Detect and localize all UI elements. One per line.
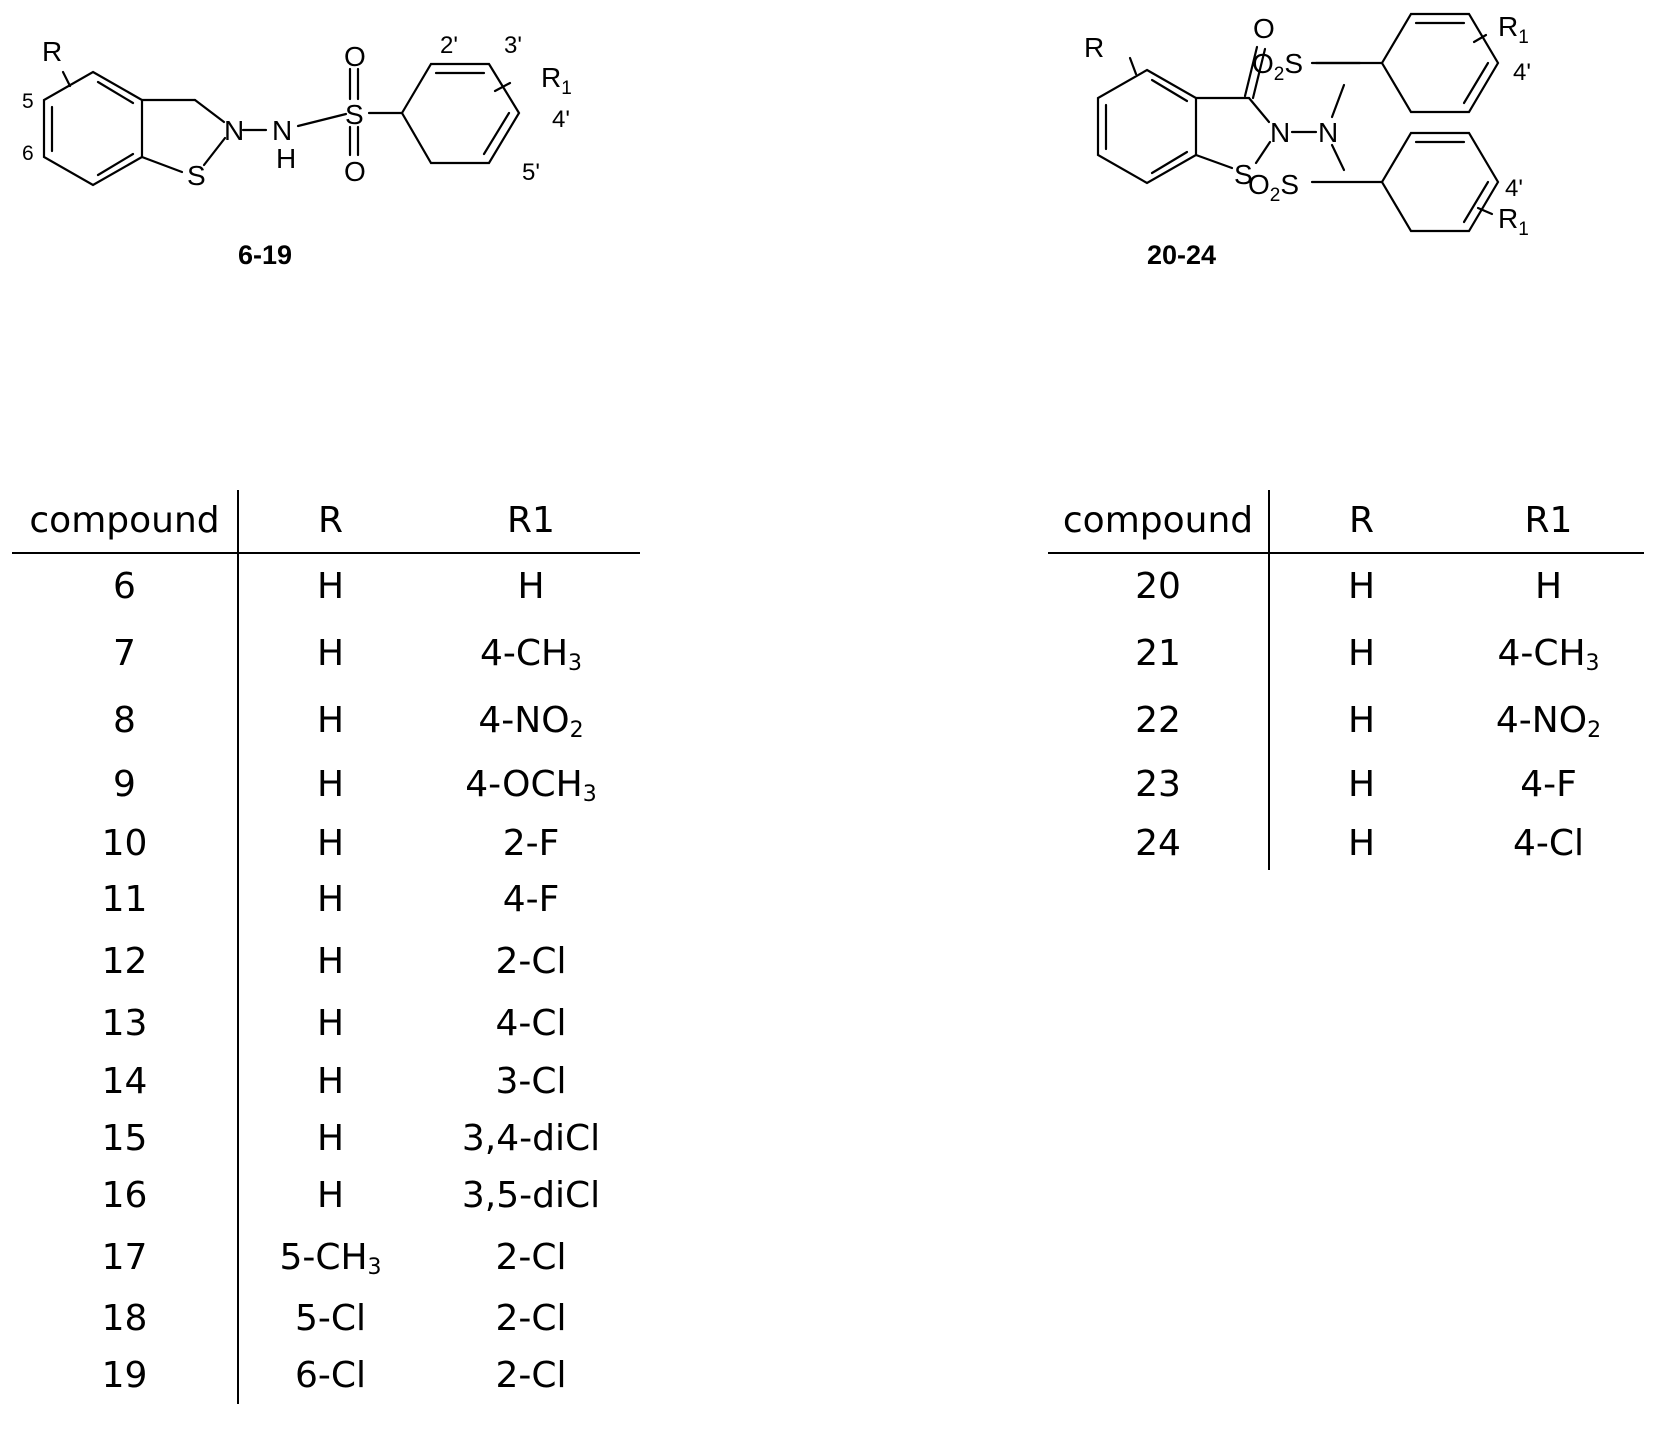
cell-r1 (422, 1110, 640, 1166)
cell-compound-text: 9 (113, 764, 136, 805)
cell-compound-text: 17 (101, 1236, 148, 1278)
cell-compound-text: 6 (113, 566, 136, 607)
structure-b-o-carbonyl: O (1253, 13, 1275, 44)
cell-r1 (422, 816, 640, 870)
cell-r-text: H (1347, 764, 1376, 805)
cell-compound-text: 10 (101, 822, 148, 864)
header-r: R (238, 490, 422, 553)
cell-r1-text: 3-Cl (495, 1060, 567, 1102)
cell-r1 (1453, 753, 1644, 816)
cell-r-text: H (316, 1117, 345, 1159)
cell-r-text: H (316, 1002, 345, 1044)
cell-r (238, 816, 422, 870)
cell-r (238, 1110, 422, 1166)
structure-a-r: R (42, 36, 63, 67)
cell-r1-text: 4-NO (1495, 699, 1588, 741)
structure-a-pos2p: 2' (440, 32, 458, 59)
cell-r (1269, 619, 1453, 687)
cell-r (1269, 553, 1453, 619)
cell-r1 (422, 1166, 640, 1224)
structure-b-r1-bottom: $R_1$ (1498, 203, 1529, 240)
substituent-table-left (12, 490, 640, 1404)
table-row (12, 1346, 640, 1404)
cell-compound (12, 1166, 238, 1224)
cell-r1 (422, 870, 640, 928)
cell-compound-text: 24 (1135, 822, 1181, 864)
cell-r1-text: 4-OCH (465, 764, 583, 805)
cell-r1-subscript: 2 (569, 717, 584, 743)
cell-r1-text: 4-CH (479, 632, 569, 674)
cell-r (238, 1166, 422, 1224)
cell-r-text: H (316, 1174, 345, 1216)
cell-compound (12, 753, 238, 816)
cell-compound (1048, 619, 1269, 687)
cell-r1 (422, 1224, 640, 1290)
cell-compound-text: 14 (101, 1060, 148, 1102)
cell-compound (12, 816, 238, 870)
structure-b-label: 20-24 (1147, 240, 1217, 270)
cell-r-text: H (1347, 632, 1376, 674)
cell-compound (12, 1110, 238, 1166)
cell-r1 (422, 994, 640, 1052)
cell-compound (1048, 816, 1269, 870)
structure-a-h: H (276, 143, 297, 174)
cell-compound (12, 619, 238, 687)
structure-a-n1: N (224, 115, 245, 146)
cell-compound (12, 1346, 238, 1404)
header-compound: compound (12, 490, 238, 553)
cell-r1-subscript: 3 (1585, 650, 1600, 676)
cell-r1-text: H (1534, 566, 1563, 607)
cell-compound (12, 1052, 238, 1110)
cell-r (1269, 687, 1453, 753)
structure-b-pos4p-top: 4' (1513, 59, 1531, 86)
structure-b-r1-top: $R_1$ (1498, 11, 1529, 48)
cell-r1-text: H (517, 566, 545, 607)
table-row (12, 816, 640, 870)
structure-b-pos4p-bottom: 4' (1505, 175, 1523, 202)
cell-r1 (422, 1290, 640, 1346)
cell-r1 (1453, 553, 1644, 619)
structure-a-r1: $R_1$ (541, 62, 572, 99)
cell-r (1269, 816, 1453, 870)
cell-r1-subscript: 3 (568, 650, 583, 676)
structure-b-diagram (1060, 0, 1654, 260)
cell-compound-text: 18 (101, 1297, 148, 1339)
table-row (1048, 553, 1644, 619)
cell-r1-text: 4-NO (478, 699, 570, 741)
cell-r1-text: 4-CH (1497, 632, 1586, 674)
cell-r1 (422, 553, 640, 619)
table-row (1048, 753, 1644, 816)
cell-r-text: H (316, 764, 345, 805)
structure-a-pos5p: 5' (522, 159, 540, 186)
cell-r (238, 619, 422, 687)
structure-b-so2-bottom: $O_2S$ (1248, 169, 1300, 206)
structure-a-pos5: 5 (22, 90, 34, 113)
cell-r (238, 928, 422, 994)
cell-r-text: H (1347, 566, 1376, 607)
cell-r1-text: 2-Cl (495, 1354, 567, 1396)
table-row (12, 1224, 640, 1290)
structure-a-s-sulfonyl: S (345, 99, 364, 130)
structure-b-n2: N (1318, 117, 1339, 148)
cell-r1-text: 2-Cl (495, 1236, 567, 1278)
header-r1: R1 (1453, 490, 1644, 553)
table-header-row (12, 490, 640, 553)
cell-r1 (422, 753, 640, 816)
cell-r-text: 5-CH (279, 1236, 368, 1278)
header-r1: R1 (422, 490, 640, 553)
cell-r (238, 687, 422, 753)
cell-r-text: 6-Cl (294, 1354, 367, 1396)
cell-r (238, 1346, 422, 1404)
table-row (1048, 687, 1644, 753)
structure-b-n1: N (1270, 117, 1291, 148)
cell-compound (1048, 553, 1269, 619)
cell-r1-text: 4-F (502, 878, 560, 920)
cell-compound (12, 1224, 238, 1290)
cell-compound (1048, 753, 1269, 816)
cell-r1-text: 4-Cl (495, 1002, 567, 1044)
table-row (12, 1052, 640, 1110)
cell-r-text: H (1347, 822, 1376, 864)
cell-r (238, 870, 422, 928)
cell-compound-text: 16 (101, 1174, 148, 1216)
structure-a-pos6: 6 (22, 142, 34, 165)
cell-compound (12, 1290, 238, 1346)
cell-r1-subscript: 3 (582, 782, 597, 807)
substituent-table-right (1048, 490, 1644, 870)
structure-a-o-top: O (344, 41, 366, 72)
cell-r-text: 5-Cl (294, 1297, 367, 1339)
cell-r1 (422, 1346, 640, 1404)
table-row (12, 1166, 640, 1224)
cell-compound-text: 22 (1135, 699, 1181, 741)
cell-compound-text: 15 (101, 1117, 148, 1159)
cell-r1 (422, 619, 640, 687)
cell-r1 (422, 928, 640, 994)
cell-compound-text: 13 (101, 1002, 148, 1044)
header-r: R (1269, 490, 1453, 553)
cell-r1-subscript: 2 (1587, 717, 1602, 743)
cell-r1 (1453, 619, 1644, 687)
cell-r (1269, 753, 1453, 816)
cell-compound-text: 19 (101, 1354, 148, 1396)
structure-a-n2: N (272, 115, 293, 146)
cell-compound-text: 21 (1135, 632, 1181, 674)
cell-r-subscript: 3 (367, 1254, 382, 1280)
structure-a-o-bottom: O (344, 156, 366, 187)
cell-r1 (422, 687, 640, 753)
cell-r-text: H (316, 940, 345, 982)
cell-r-text: H (316, 632, 345, 674)
cell-r (238, 1224, 422, 1290)
cell-r1-text: 3,4-diCl (461, 1117, 601, 1159)
cell-r1 (1453, 816, 1644, 870)
cell-compound (12, 994, 238, 1052)
cell-r-text: H (316, 822, 345, 864)
table-row (12, 994, 640, 1052)
cell-compound-text: 7 (113, 632, 136, 674)
cell-r1-text: 4-F (1520, 764, 1577, 805)
table-row (12, 870, 640, 928)
cell-r-text: H (316, 566, 345, 607)
table-row (12, 753, 640, 816)
cell-compound (12, 928, 238, 994)
cell-r (238, 1052, 422, 1110)
table-row (12, 928, 640, 994)
cell-r-text: H (316, 878, 345, 920)
cell-r1-text: 2-F (502, 822, 560, 864)
table-row (12, 619, 640, 687)
table-row (1048, 816, 1644, 870)
table-row (1048, 619, 1644, 687)
cell-r1-text: 2-Cl (495, 1297, 567, 1339)
cell-compound (12, 870, 238, 928)
table-row (12, 687, 640, 753)
cell-compound-text: 12 (101, 940, 148, 982)
table-header-row (1048, 490, 1644, 553)
cell-compound (12, 553, 238, 619)
cell-compound-text: 20 (1135, 566, 1181, 607)
structure-b-s-ring: S (1234, 159, 1253, 190)
cell-r1-text: 3,5-diCl (461, 1174, 601, 1216)
structure-a-diagram (0, 0, 640, 230)
cell-compound (12, 687, 238, 753)
structure-b-r: R (1084, 32, 1105, 63)
cell-r-text: H (1347, 699, 1376, 741)
cell-r (238, 753, 422, 816)
cell-r-text: H (316, 699, 345, 741)
cell-r1 (1453, 687, 1644, 753)
structure-b-so2-top: $O_2S$ (1252, 48, 1304, 85)
table-row (12, 1110, 640, 1166)
cell-r1-text: 2-Cl (495, 940, 567, 982)
cell-compound-text: 8 (113, 699, 136, 741)
cell-r1 (422, 1052, 640, 1110)
table-row (12, 1290, 640, 1346)
structure-a-pos3p: 3' (504, 32, 522, 59)
cell-compound-text: 11 (101, 878, 148, 920)
structure-a-pos4p: 4' (552, 106, 570, 133)
structure-a-s-ring: S (187, 160, 206, 191)
header-compound: compound (1048, 490, 1269, 553)
cell-compound-text: 23 (1135, 764, 1181, 805)
cell-r-text: H (316, 1060, 345, 1102)
cell-r (238, 1290, 422, 1346)
table-row (12, 553, 640, 619)
cell-r (238, 553, 422, 619)
cell-r1-text: 4-Cl (1512, 822, 1585, 864)
cell-r (238, 994, 422, 1052)
structure-a-label: 6-19 (238, 240, 293, 270)
cell-compound (1048, 687, 1269, 753)
